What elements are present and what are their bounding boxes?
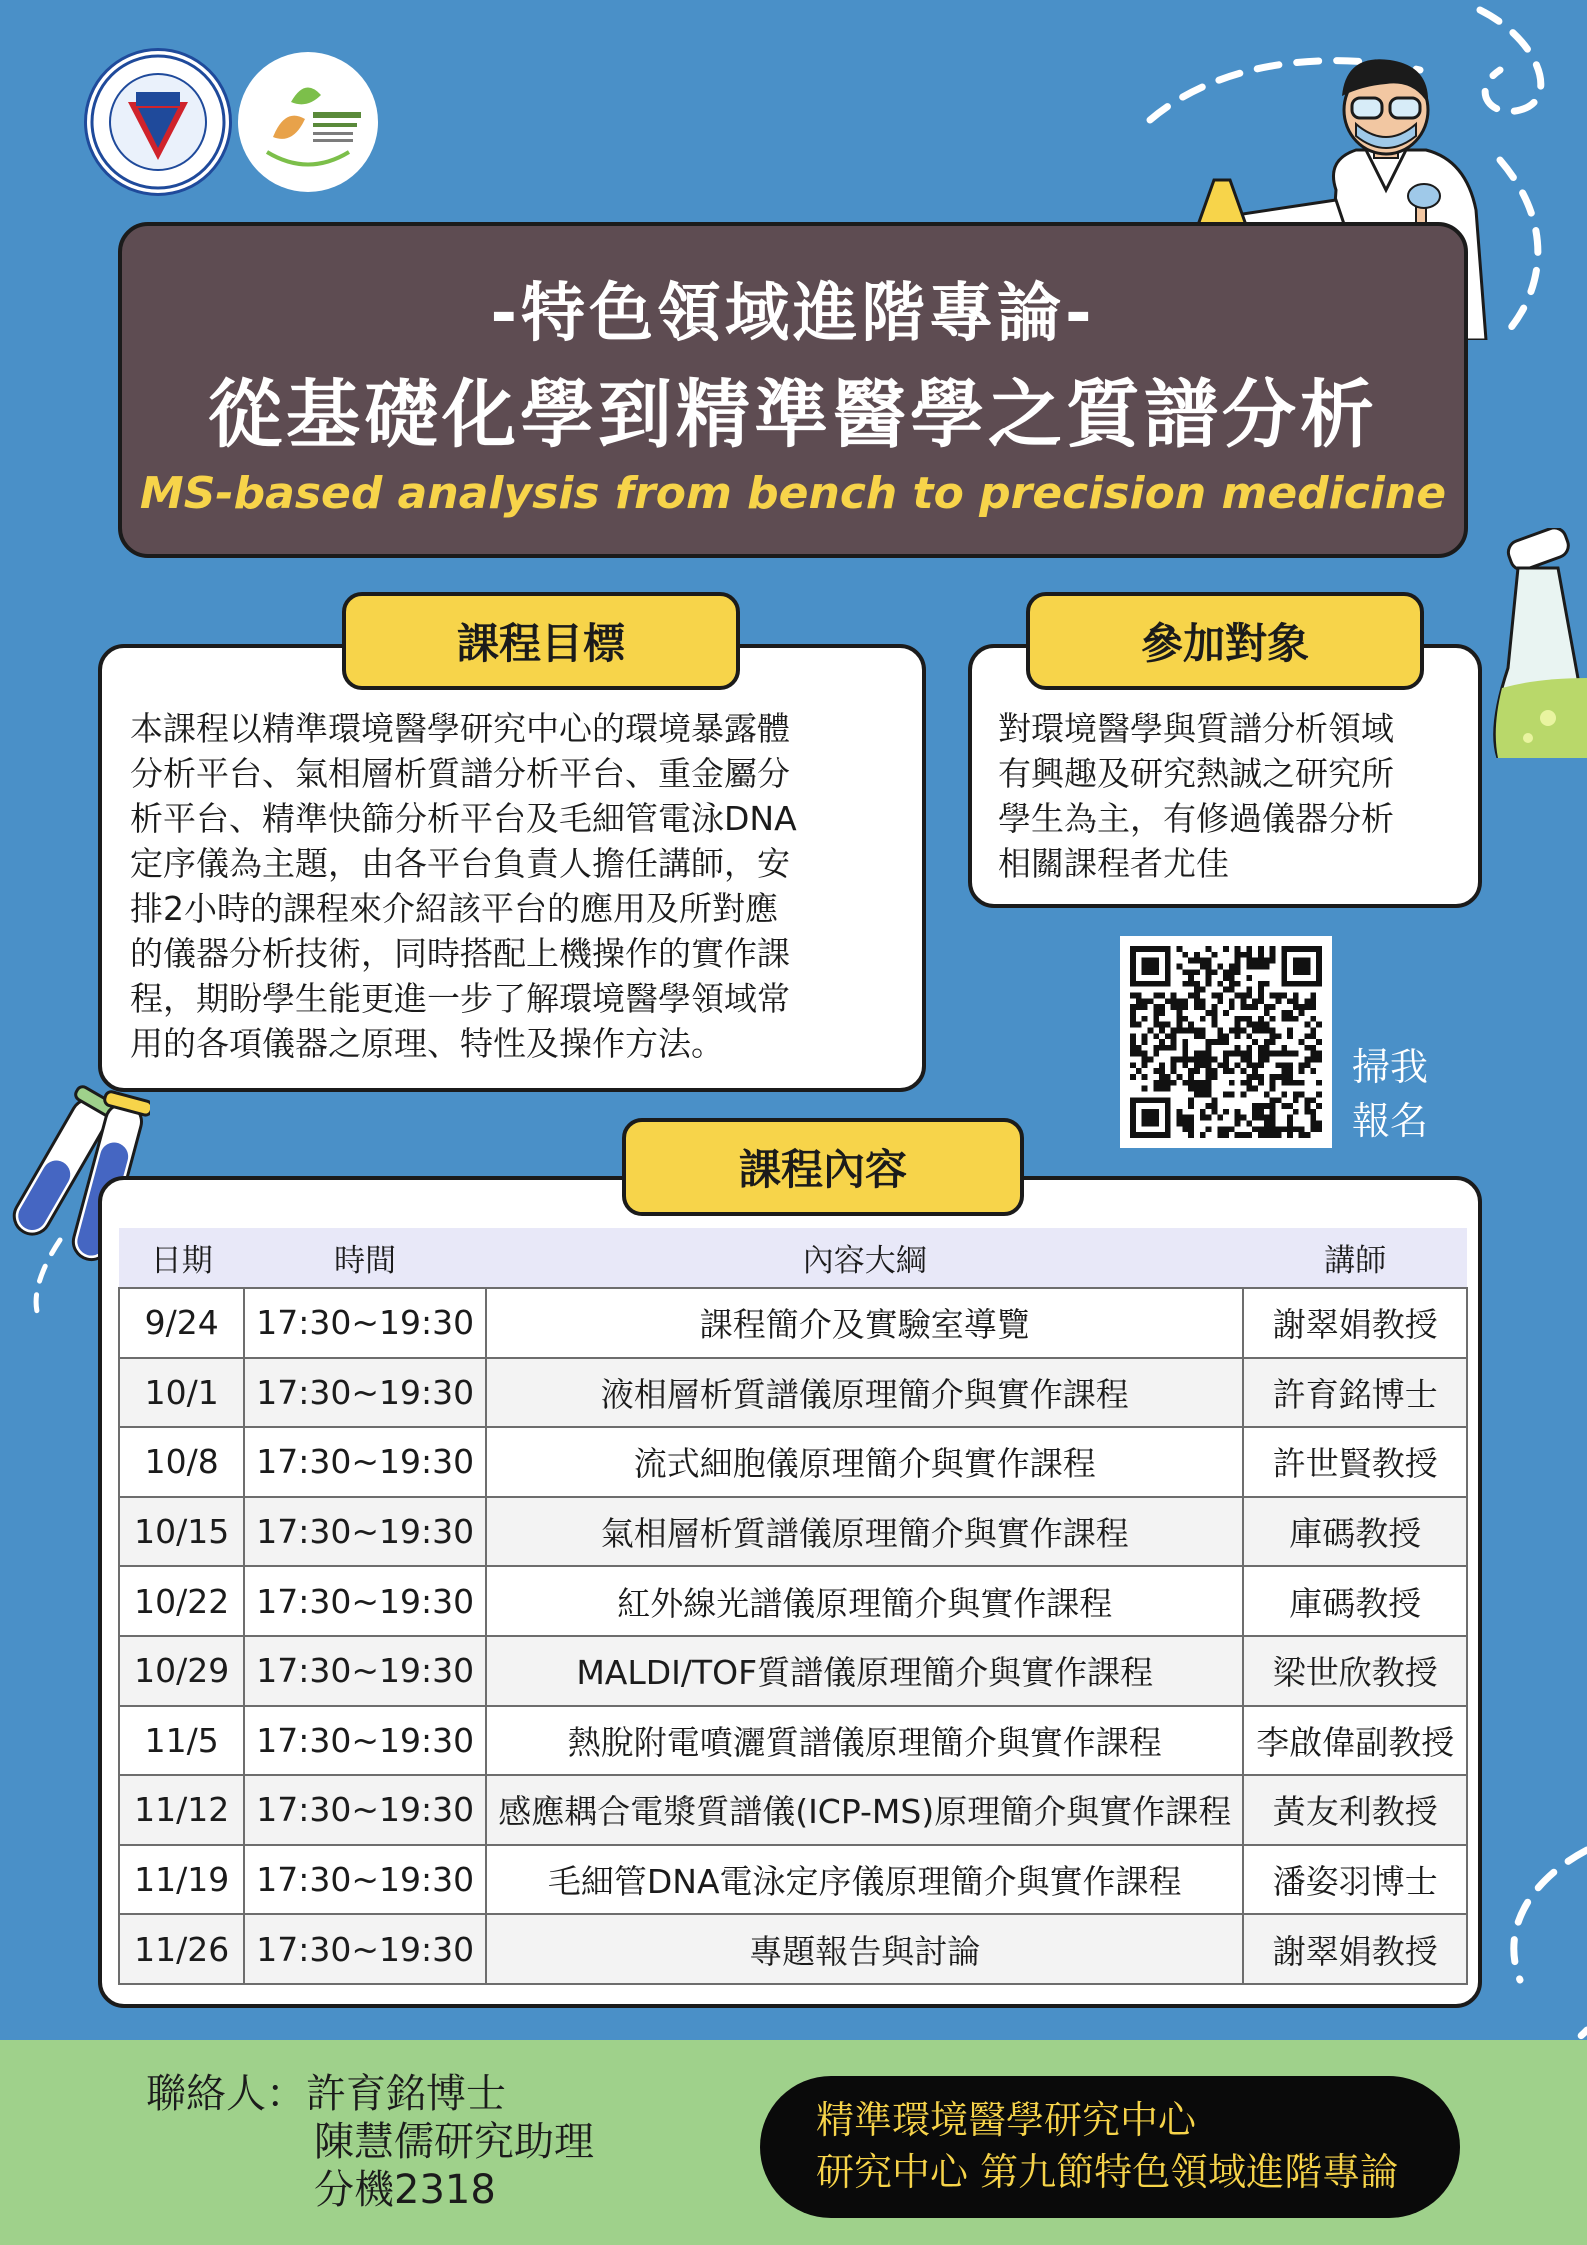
- contact-line1: 聯絡人：許育銘博士: [146, 2071, 506, 2117]
- cell-time: 17:30~19:30: [244, 1358, 486, 1428]
- table-row: [119, 1288, 1467, 1358]
- cell-time: 17:30~19:30: [244, 1288, 486, 1358]
- contact-line3: 分機2318: [314, 2167, 496, 2213]
- cell-lecturer: 許世賢教授: [1243, 1427, 1467, 1497]
- table-header-row: [119, 1228, 1467, 1288]
- cell-date: 11/12: [119, 1775, 244, 1845]
- goal-line: 用的各項儀器之原理、特性及操作方法。: [130, 1024, 724, 1063]
- cell-date: 10/8: [119, 1427, 244, 1497]
- cell-outline: 紅外線光譜儀原理簡介與實作課程: [486, 1566, 1244, 1636]
- cell-lecturer: 李啟偉副教授: [1243, 1706, 1467, 1776]
- cell-time: 17:30~19:30: [244, 1706, 486, 1776]
- target-line: 學生為主，有修過儀器分析: [998, 799, 1394, 838]
- cell-date: 10/29: [119, 1636, 244, 1706]
- table-row: [119, 1845, 1467, 1915]
- goal-line: 定序儀為主題，由各平台負責人擔任講師，安: [130, 844, 790, 883]
- cell-outline: 感應耦合電漿質譜儀(ICP-MS)原理簡介與實作課程: [486, 1775, 1244, 1845]
- course-content-heading: 課程內容: [622, 1118, 1024, 1216]
- cell-time: 17:30~19:30: [244, 1636, 486, 1706]
- organizer-line2: 研究中心 第九節特色領域進階專論: [816, 2150, 1399, 2194]
- cell-lecturer: 謝翠娟教授: [1243, 1914, 1467, 1984]
- column-header-time: 時間: [244, 1228, 486, 1288]
- cell-date: 9/24: [119, 1288, 244, 1358]
- cell-outline: 毛細管DNA電泳定序儀原理簡介與實作課程: [486, 1845, 1244, 1915]
- title-english: MS-based analysis from bench to precision medicine: [139, 468, 1447, 519]
- title-line2: 從基礎化學到精準醫學之質譜分析: [208, 372, 1378, 458]
- table-row: [119, 1636, 1467, 1706]
- column-header-date: 日期: [119, 1228, 244, 1288]
- cell-date: 11/5: [119, 1706, 244, 1776]
- contact-line2: 陳慧儒研究助理: [314, 2119, 594, 2165]
- cell-date: 11/19: [119, 1845, 244, 1915]
- goal-line: 本課程以精準環境醫學研究中心的環境暴露體: [130, 709, 790, 748]
- cell-lecturer: 庫碼教授: [1243, 1497, 1467, 1567]
- table-row: [119, 1497, 1467, 1567]
- qr-label-line1: 掃我: [1352, 1045, 1429, 1089]
- research-center-logo: [238, 52, 378, 192]
- cell-outline: 課程簡介及實驗室導覽: [486, 1288, 1244, 1358]
- table-row: [119, 1775, 1467, 1845]
- university-logo: [84, 48, 232, 196]
- registration-qr-code[interactable]: [1120, 936, 1332, 1148]
- cell-time: 17:30~19:30: [244, 1775, 486, 1845]
- cell-outline: MALDI/TOF質譜儀原理簡介與實作課程: [486, 1636, 1244, 1706]
- cell-date: 10/1: [119, 1358, 244, 1428]
- cell-outline: 熱脫附電噴灑質譜儀原理簡介與實作課程: [486, 1706, 1244, 1776]
- cell-lecturer: 梁世欣教授: [1243, 1636, 1467, 1706]
- organizer-badge: [760, 2076, 1460, 2218]
- target-line: 相關課程者尤佳: [998, 844, 1229, 883]
- cell-lecturer: 許育銘博士: [1243, 1358, 1467, 1428]
- cell-date: 10/22: [119, 1566, 244, 1636]
- cell-outline: 液相層析質譜儀原理簡介與實作課程: [486, 1358, 1244, 1428]
- title-box: [118, 222, 1468, 558]
- cell-outline: 氣相層析質譜儀原理簡介與實作課程: [486, 1497, 1244, 1567]
- cell-lecturer: 潘姿羽博士: [1243, 1845, 1467, 1915]
- qr-label: [1352, 1040, 1442, 1148]
- goal-line: 的儀器分析技術，同時搭配上機操作的實作課: [130, 934, 790, 973]
- table-row: [119, 1706, 1467, 1776]
- cell-date: 11/26: [119, 1914, 244, 1984]
- course-goal-heading: 課程目標: [342, 592, 740, 690]
- goal-line: 分析平台、氣相層析質譜分析平台、重金屬分: [130, 754, 790, 793]
- goal-line: 排2小時的課程來介紹該平台的應用及所對應: [130, 889, 778, 928]
- column-header-lecturer: 講師: [1243, 1228, 1467, 1288]
- cell-lecturer: 黃友利教授: [1243, 1775, 1467, 1845]
- cell-outline: 流式細胞儀原理簡介與實作課程: [486, 1427, 1244, 1497]
- table-row: [119, 1566, 1467, 1636]
- target-line: 對環境醫學與質譜分析領域: [998, 709, 1394, 748]
- target-audience-text: [998, 706, 1458, 886]
- column-header-outline: 內容大綱: [486, 1228, 1244, 1288]
- target-line: 有興趣及研究熱誠之研究所: [998, 754, 1394, 793]
- title-line1: -特色領域進階專論-: [490, 277, 1096, 351]
- cell-time: 17:30~19:30: [244, 1566, 486, 1636]
- table-row: [119, 1427, 1467, 1497]
- goal-line: 析平台、精準快篩分析平台及毛細管電泳DNA: [130, 799, 797, 838]
- target-audience-heading: 參加對象: [1026, 592, 1424, 690]
- organizer-line1: 精準環境醫學研究中心: [816, 2098, 1197, 2142]
- table-row: [119, 1914, 1467, 1984]
- course-goal-text: [130, 706, 900, 1066]
- cell-time: 17:30~19:30: [244, 1845, 486, 1915]
- cell-lecturer: 謝翠娟教授: [1243, 1288, 1467, 1358]
- flask-illustration: [1488, 528, 1587, 758]
- schedule-table: [118, 1228, 1468, 1985]
- cell-outline: 專題報告與討論: [486, 1914, 1244, 1984]
- goal-line: 程，期盼學生能更進一步了解環境醫學領域常: [130, 979, 790, 1018]
- contact-info: [146, 2070, 594, 2214]
- cell-date: 10/15: [119, 1497, 244, 1567]
- cell-time: 17:30~19:30: [244, 1497, 486, 1567]
- cell-time: 17:30~19:30: [244, 1427, 486, 1497]
- table-row: [119, 1358, 1467, 1428]
- qr-label-line2: 報名: [1352, 1099, 1429, 1143]
- cell-lecturer: 庫碼教授: [1243, 1566, 1467, 1636]
- cell-time: 17:30~19:30: [244, 1914, 486, 1984]
